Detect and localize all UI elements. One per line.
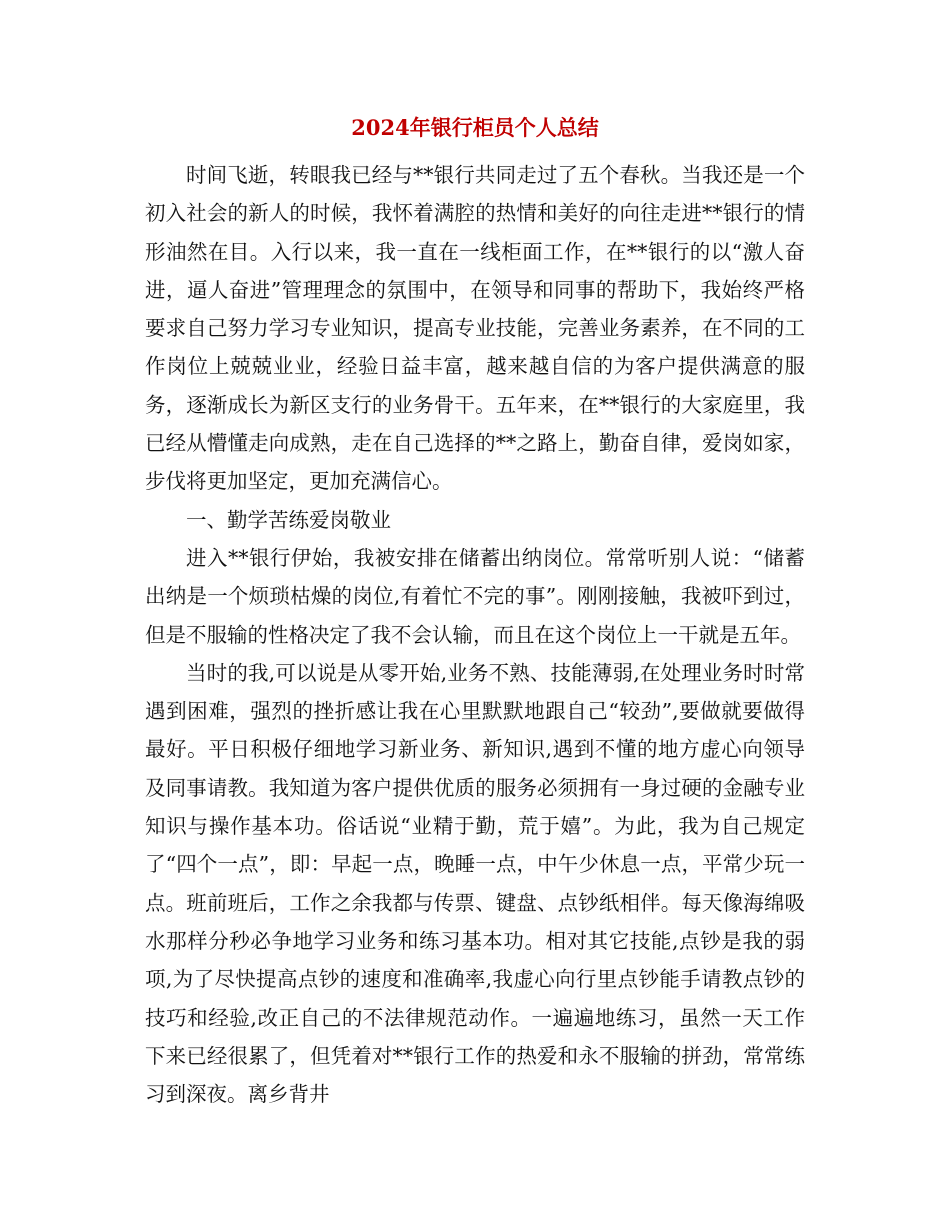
section-heading-1: 一、勤学苦练爱岗敬业 xyxy=(186,507,391,532)
paragraph-intro: 时间飞逝，转眼我已经与**银行共同走过了五个春秋。当我还是一个初入社会的新人的时候，我怀着满腔的热情和美好的向往走进**银行的情形油然在目。入行以来，我一直在一线柜面工作，在**银行的以“激人奋进，逼人奋进”管理理念的氛围中，在领导和同事的帮助下，我始终严格要求自己努力学习专业知识，提高专业技能，完善业务素养，在不同的工作岗位上兢兢业业，经验日益丰富，越来越自信的为客户提供满意的服务，逐渐成长为新区支行的业务骨干。五年来，在**银行的大家庭里，我已经从懵懂走向成熟，走在自己选择的**之路上，勤奋自律，爱岗如家，步伐将更加坚定，更加充满信心。 xyxy=(145,163,805,494)
paragraph-section1-1: 进入**银行伊始，我被安排在储蓄出纳岗位。常常听别人说：“储蓄出纳是一个烦琐枯燥的岗位,有着忙不完的事”。刚刚接触，我被吓到过，但是不服输的性格决定了我不会认输，而且在这个岗位上一干就是五年。 xyxy=(145,545,805,647)
paragraph-section1-2: 当时的我,可以说是从零开始,业务不熟、技能薄弱,在处理业务时时常遇到困难，强烈的挫折感让我在心里默默地跟自己“较劲”,要做就要做得最好。平日积极仔细地学习新业务、新知识,遇到不懂的地方虚心向领导及同事请教。我知道为客户提供优质的服务必须拥有一身过硬的金融专业知识与操作基本功。俗话说“业精于勤，荒于嬉”。为此，我为自己规定了“四个一点”，即：早起一点，晚睡一点，中午少休息一点，平常少玩一点。班前班后，工作之余我都与传票、键盘、点钞纸相伴。每天像海绵吸水那样分秒必争地学习业务和练习基本功。相对其它技能,点钞是我的弱项,为了尽快提高点钞的速度和准确率,我虚心向行里点钞能手请教点钞的技巧和经验,改正自己的不法律规范动作。一遍遍地练习，虽然一天工作下来已经很累了，但凭着对**银行工作的热爱和永不服输的拼劲，常常练习到深夜。离乡背井 xyxy=(145,660,805,1107)
document-title: 2024年银行柜员个人总结 xyxy=(351,115,599,140)
document-body xyxy=(145,156,805,1113)
